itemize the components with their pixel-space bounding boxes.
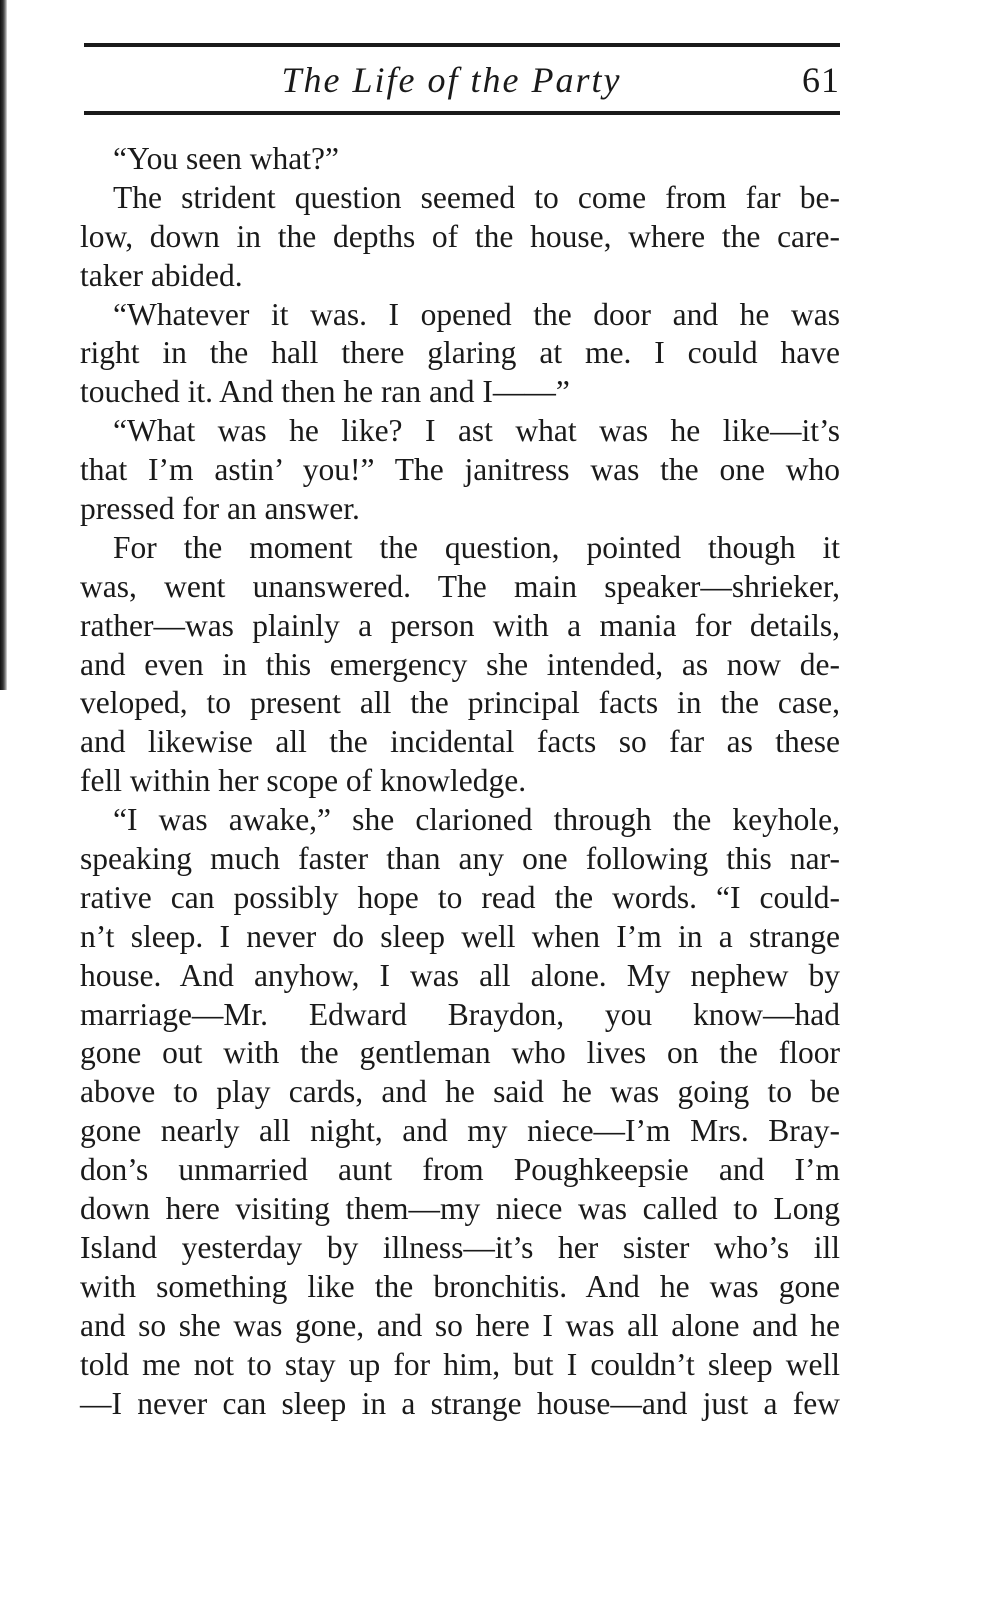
text-line: don’s unmarried aunt from Poughkeepsie and I’m (80, 1152, 840, 1188)
text-line: gone out with the gentleman who lives on the floor (80, 1035, 840, 1071)
text-line: “What was he like? I ast what was he like—it’s (113, 413, 840, 449)
binding-edge (0, 0, 7, 690)
text-line: and even in this emergency she intended, as now de- (80, 646, 840, 682)
text-line: low, down in the depths of the house, where the care- (80, 218, 840, 254)
text-line: above to play cards, and he said he was going to be (80, 1074, 840, 1110)
text-line: and so she was gone, and so here I was all alone and he (80, 1307, 840, 1343)
text-line: house. And anyhow, I was all alone. My nephew by (80, 957, 840, 993)
text-line: that I’m astin’ you!” The janitress was the one who (80, 452, 840, 488)
body-text (80, 140, 840, 1423)
text-line: told me not to stay up for him, but I couldn’t sleep well (80, 1346, 840, 1382)
text-line: Island yesterday by illness—it’s her sister who’s ill (80, 1229, 840, 1265)
text-line: gone nearly all night, and my niece—I’m Mrs. Bray- (80, 1113, 840, 1149)
text-line: and likewise all the incidental facts so far as these (80, 724, 840, 760)
text-line: The strident question seemed to come from far be- (113, 179, 840, 215)
text-line: For the moment the question, pointed though it (113, 529, 840, 565)
text-line: speaking much faster than any one following this nar- (80, 841, 840, 877)
text-line: veloped, to present all the principal facts in the case, (80, 685, 840, 721)
text-line: rative can possibly hope to read the words. “I could- (80, 879, 840, 915)
text-line: “I was awake,” she clarioned through the keyhole, (113, 802, 840, 838)
header-rule-top (84, 43, 840, 47)
text-line: —I never can sleep in a strange house—and just a few (80, 1385, 840, 1421)
text-line: right in the hall there glaring at me. I could have (80, 335, 840, 371)
page-number: 61 (802, 60, 840, 100)
header-rule-bottom (84, 111, 840, 115)
running-title: The Life of the Party (281, 60, 622, 100)
text-line: taker abided. (80, 257, 243, 293)
text-line: “You seen what?” (113, 141, 339, 176)
text-line: was, went unanswered. The main speaker—shrieker, (80, 568, 840, 604)
text-line: pressed for an answer. (80, 491, 360, 527)
text-line: n’t sleep. I never do sleep well when I’m in a strange (80, 918, 840, 954)
running-header (84, 54, 840, 106)
text-line: rather—was plainly a person with a mania for details, (80, 607, 840, 643)
text-line: touched it. And then he ran and I——” (80, 374, 570, 410)
text-line: “Whatever it was. I opened the door and he was (113, 296, 840, 332)
text-line: with something like the bronchitis. And he was gone (80, 1268, 840, 1304)
text-line: down here visiting them—my niece was called to Long (80, 1191, 840, 1227)
text-line: fell within her scope of knowledge. (80, 763, 527, 799)
text-line: marriage—Mr. Edward Braydon, you know—had (80, 996, 840, 1032)
